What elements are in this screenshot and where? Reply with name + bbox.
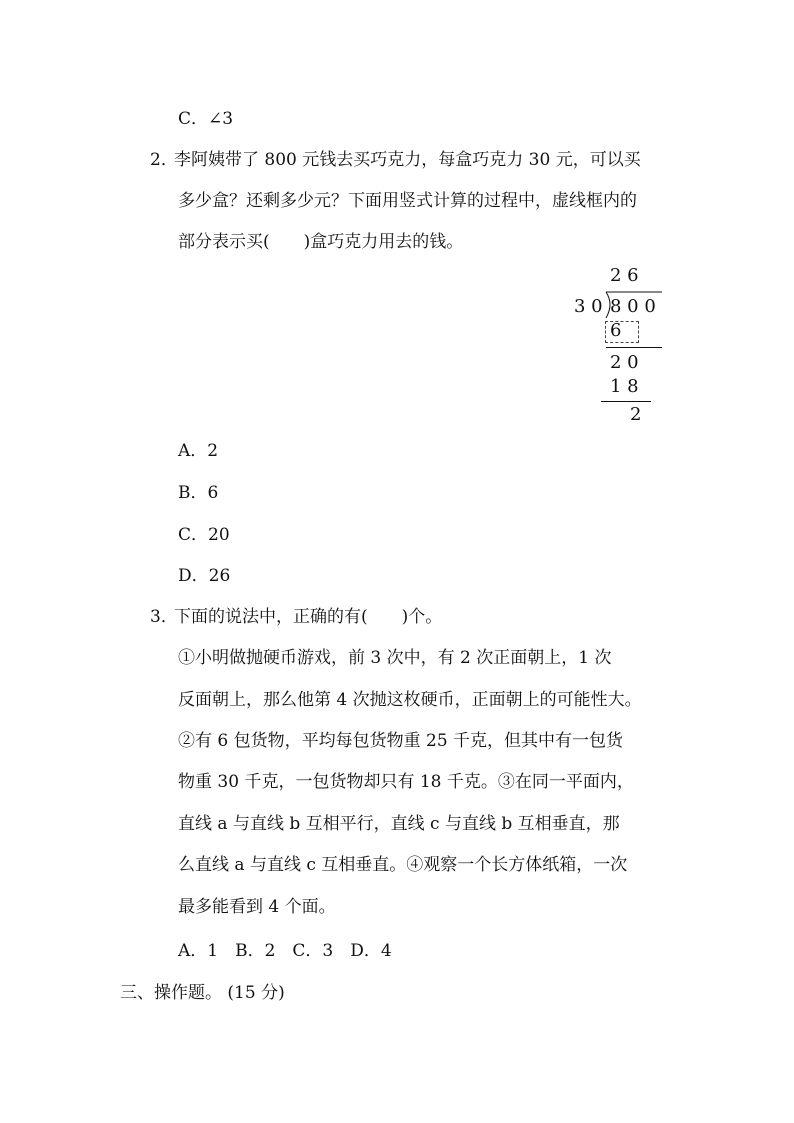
q2-line-3: 部分表示买( )盒巧克力用去的钱。 (178, 232, 464, 252)
q3-line-4: 物重 30 千克，一包货物却只有 18 千克。③在同一平面内， (178, 772, 634, 792)
q1-option-c: C．∠3 (178, 109, 234, 129)
division-rule-2 (601, 401, 651, 402)
section-3-heading: 三、操作题。 (15 分) (120, 983, 285, 1003)
q3-line-7: 最多能看到 4 个面。 (178, 897, 336, 917)
q3-line-5: 直线 a 与直线 b 互相平行，直线 c 与直线 b 互相垂直，那 (178, 814, 620, 834)
division-dividend: 8 0 0 (610, 296, 656, 317)
division-quotient: 2 6 (610, 265, 639, 286)
division-remainder: 2 (630, 404, 642, 425)
q2-option-d: D．26 (178, 566, 231, 586)
q3-stem: 下面的说法中，正确的有( )个。 (174, 607, 443, 627)
q3-line-3: ②有 6 包货物，平均每包货物重 25 千克，但其中有一包货 (178, 731, 624, 751)
q3-line-2: 反面朝上，那么他第 4 次抛这枚硬币，正面朝上的可能性大。 (178, 690, 642, 710)
division-step-3: 1 8 (610, 376, 639, 397)
q3-line-6: 么直线 a 与直线 c 互相垂直。④观察一个长方体纸箱，一次 (178, 855, 628, 875)
q3-options: A．1 B．2 C．3 D．4 (178, 941, 392, 961)
q2-line-1: 李阿姨带了 800 元钱去买巧克力，每盒巧克力 30 元，可以买 (174, 150, 641, 170)
division-step-1: 6 (610, 320, 622, 341)
division-rule-1 (606, 347, 662, 348)
q2-number: 2． (150, 150, 178, 170)
q3-number: 3． (150, 607, 178, 627)
q2-option-c: C．20 (178, 525, 230, 545)
q2-line-2: 多少盒？还剩多少元？下面用竖式计算的过程中，虚线框内的 (178, 191, 637, 211)
long-division (568, 262, 678, 432)
division-step-2: 2 0 (610, 352, 639, 373)
q2-option-b: B．6 (178, 483, 219, 503)
q3-line-1: ①小明做抛硬币游戏，前 3 次中，有 2 次正面朝上，1 次 (178, 648, 612, 668)
q2-option-a: A．2 (178, 441, 219, 461)
division-divisor: 3 0 (574, 296, 603, 317)
